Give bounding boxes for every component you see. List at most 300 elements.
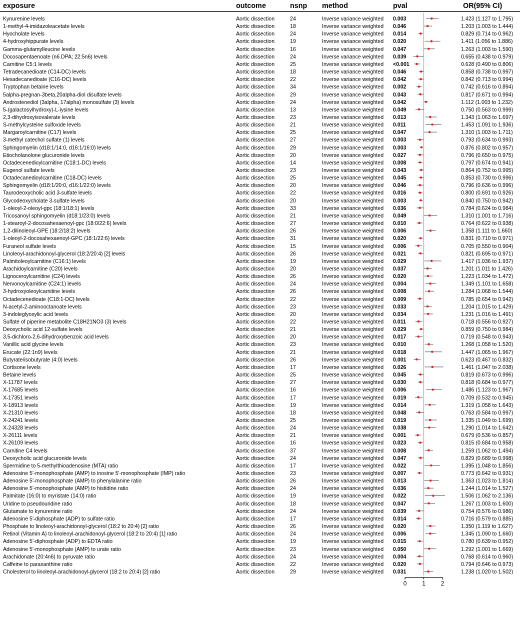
cell-exposure: Octadecenedioylcarnitine (C18:1-DC) levels	[3, 160, 107, 167]
header-exposure: exposure	[3, 1, 35, 10]
cell-pval: 0.042	[393, 77, 407, 84]
cell-outcome: Aortic dissection	[236, 455, 275, 462]
cell-exposure: Butyrate/isobutyrate (4:0) levels	[3, 357, 78, 364]
cell-outcome: Aortic dissection	[236, 463, 275, 470]
cell-outcome: Aortic dissection	[236, 501, 275, 508]
cell-pval: 0.010	[393, 342, 407, 349]
cell-nsnp: 21	[290, 122, 296, 129]
cell-pval: 0.008	[393, 160, 407, 167]
cell-or-ci: 0.800 (0.691 to 0.926)	[461, 190, 514, 197]
cell-method: Inverse variance weighted	[322, 463, 384, 470]
cell-exposure: Adenosine 5'-diphosphate (ADP) to sulfate ratio	[3, 516, 115, 523]
or-point	[420, 328, 422, 330]
cell-exposure: Gamma-glutamylleucine levels	[3, 46, 76, 53]
table-row	[3, 282, 513, 288]
cell-outcome: Aortic dissection	[236, 39, 275, 46]
cell-outcome: Aortic dissection	[236, 152, 275, 159]
cell-pval: 0.006	[393, 387, 407, 394]
table-row	[3, 357, 513, 363]
table-row	[3, 138, 513, 144]
cell-nsnp: 27	[290, 221, 296, 228]
table-row	[3, 532, 513, 538]
cell-method: Inverse variance weighted	[322, 31, 384, 38]
cell-nsnp: 26	[290, 478, 296, 485]
cell-outcome: Aortic dissection	[236, 69, 275, 76]
cell-exposure: Androstenediol (3alpha, 17alpha) monosulfate (3) levels	[3, 99, 135, 106]
cell-or-ci: 0.784 (0.624 to 0.984)	[461, 205, 514, 212]
cell-nsnp: 23	[290, 304, 296, 311]
cell-outcome: Aortic dissection	[236, 54, 275, 61]
cell-exposure: Tryptophan betaine levels	[3, 84, 64, 91]
cell-method: Inverse variance weighted	[322, 39, 384, 46]
or-point	[427, 570, 429, 572]
cell-nsnp: 16	[290, 387, 296, 394]
cell-or-ci: 0.819 (0.673 to 0.996)	[461, 372, 514, 379]
cell-outcome: Aortic dissection	[236, 478, 275, 485]
cell-pval: 0.036	[393, 205, 407, 212]
cell-pval: 0.016	[393, 190, 407, 197]
table-row	[3, 39, 513, 45]
or-point	[429, 533, 431, 535]
cell-or-ci: 0.821 (0.695 to 0.971)	[461, 251, 514, 258]
cell-outcome: Aortic dissection	[236, 137, 275, 144]
cell-nsnp: 19	[290, 39, 296, 46]
cell-outcome: Aortic dissection	[236, 372, 275, 379]
cell-exposure: X-21310 levels	[3, 410, 39, 417]
table-row	[3, 115, 513, 121]
cell-pval: 0.006	[393, 531, 407, 538]
cell-outcome: Aortic dissection	[236, 410, 275, 417]
cell-nsnp: 17	[290, 463, 296, 470]
cell-or-ci: 0.750 (0.563 to 0.999)	[461, 107, 514, 114]
table-row	[3, 562, 513, 568]
cell-method: Inverse variance weighted	[322, 524, 384, 531]
cell-outcome: Aortic dissection	[236, 160, 275, 167]
cell-or-ci: 1.310 (1.003 to 1.711)	[461, 130, 513, 137]
cell-pval: 0.013	[393, 478, 407, 485]
cell-method: Inverse variance weighted	[322, 311, 384, 318]
cell-outcome: Aortic dissection	[236, 114, 275, 121]
cell-outcome: Aortic dissection	[236, 24, 275, 31]
cell-nsnp: 29	[290, 92, 296, 99]
or-point	[428, 343, 430, 345]
cell-or-ci: 0.796 (0.650 to 0.975)	[461, 152, 514, 159]
or-point	[428, 131, 430, 133]
cell-nsnp: 24	[290, 455, 296, 462]
cell-or-ci: 0.876 (0.802 to 0.957)	[461, 145, 514, 152]
cell-nsnp: 26	[290, 251, 296, 258]
table-row	[3, 403, 513, 409]
cell-or-ci: 1.411 (1.056 to 1.886)	[461, 39, 513, 46]
cell-outcome: Aortic dissection	[236, 433, 275, 440]
table-row	[3, 373, 513, 379]
cell-nsnp: 16	[290, 440, 296, 447]
cell-nsnp: 21	[290, 349, 296, 356]
or-point	[418, 472, 420, 474]
cell-or-ci: 1.358 (1.111 to 1.660)	[461, 228, 513, 235]
or-point	[419, 139, 421, 141]
table-row	[3, 342, 513, 348]
cell-pval: 0.045	[393, 372, 407, 379]
cell-nsnp: 29	[290, 569, 296, 576]
cell-method: Inverse variance weighted	[322, 417, 384, 424]
cell-exposure: Adenosine 5'-diphosphate (ADP) to EDTA ratio	[3, 539, 113, 546]
cell-nsnp: 23	[290, 168, 296, 174]
cell-outcome: Aortic dissection	[236, 319, 275, 326]
cell-method: Inverse variance weighted	[322, 395, 384, 402]
cell-or-ci: 1.223 (1.034 to 1.472)	[461, 274, 514, 281]
or-point	[428, 426, 430, 428]
cell-pval: 0.039	[393, 508, 407, 515]
or-point	[418, 108, 420, 110]
or-point	[428, 214, 430, 216]
or-point	[419, 192, 421, 194]
table-row	[3, 289, 513, 295]
cell-exposure: 3-methyl catechol sulfate (1) levels	[3, 137, 85, 144]
cell-pval: 0.037	[393, 266, 407, 273]
cell-nsnp: 23	[290, 114, 296, 121]
cell-pval: 0.047	[393, 455, 407, 462]
cell-or-ci: 1.417 (1.036 to 1.937)	[461, 258, 514, 265]
table-row	[3, 448, 513, 454]
cell-nsnp: 25	[290, 61, 296, 68]
cell-outcome: Aortic dissection	[236, 46, 275, 53]
cell-pval: 0.031	[393, 569, 407, 576]
cell-outcome: Aortic dissection	[236, 349, 275, 356]
or-point	[432, 495, 434, 497]
cell-exposure: Nervonoylcarnitine (C24:1) levels	[3, 281, 82, 288]
cell-method: Inverse variance weighted	[322, 175, 384, 182]
cell-exposure: 3,5-dichloro-2,6-dihydroxybenzoic acid levels	[3, 334, 109, 341]
cell-nsnp: 26	[290, 274, 296, 281]
cell-method: Inverse variance weighted	[322, 516, 384, 523]
cell-pval: 0.046	[393, 24, 407, 31]
cell-or-ci: 1.292 (1.001 to 1.669)	[461, 546, 514, 553]
table-row	[3, 251, 513, 257]
table-row	[3, 441, 513, 447]
cell-nsnp: 20	[290, 266, 296, 273]
cell-pval: 0.009	[393, 296, 407, 303]
cell-pval: 0.048	[393, 410, 407, 417]
or-point	[432, 389, 434, 391]
cell-nsnp: 19	[290, 402, 296, 409]
cell-or-ci: 0.763 (0.584 to 0.997)	[461, 410, 514, 417]
cell-outcome: Aortic dissection	[236, 380, 275, 387]
cell-outcome: Aortic dissection	[236, 31, 275, 38]
cell-nsnp: 22	[290, 296, 296, 303]
table-row	[3, 388, 513, 394]
cell-or-ci: 0.796 (0.636 to 0.996)	[461, 183, 514, 190]
cell-exposure: Linoleoyl-arachidonoyl-glycerol (18:2/20:4) [2] levels	[3, 251, 126, 258]
cell-outcome: Aortic dissection	[236, 357, 275, 364]
cell-outcome: Aortic dissection	[236, 531, 275, 538]
table-row	[3, 221, 513, 227]
or-point	[425, 101, 427, 103]
table-row	[3, 335, 513, 341]
or-point	[430, 464, 432, 466]
cell-nsnp: 18	[290, 69, 296, 76]
cell-outcome: Aortic dissection	[236, 516, 275, 523]
cell-pval: 0.013	[393, 114, 407, 121]
cell-outcome: Aortic dissection	[236, 448, 275, 455]
cell-nsnp: 22	[290, 319, 296, 326]
or-point	[416, 358, 418, 360]
cell-method: Inverse variance weighted	[322, 357, 384, 364]
or-point	[429, 230, 431, 232]
cell-nsnp: 24	[290, 281, 296, 288]
table-row	[3, 191, 513, 197]
cell-or-ci: 1.238 (1.020 to 1.502)	[461, 569, 514, 576]
cell-outcome: Aortic dissection	[236, 281, 275, 288]
table-row	[3, 229, 513, 235]
cell-pval: 0.046	[393, 69, 407, 76]
cell-or-ci: 0.718 (0.556 to 0.927)	[461, 319, 514, 326]
cell-exposure: Adenosine 5'-monophosphate (AMP) to histidine ratio	[3, 486, 129, 493]
table-row	[3, 456, 513, 462]
cell-pval: 0.020	[393, 561, 407, 568]
cell-or-ci: 1.244 (1.014 to 1.527)	[461, 486, 514, 493]
cell-nsnp: 19	[290, 258, 296, 265]
cell-pval: 0.047	[393, 501, 407, 508]
cell-nsnp: 22	[290, 190, 296, 197]
cell-or-ci: 0.655 (0.438 to 0.979)	[461, 54, 514, 61]
header-or-ci: OR(95% CI)	[463, 1, 503, 10]
cell-exposure: X-11787 levels	[3, 380, 38, 387]
cell-method: Inverse variance weighted	[322, 327, 384, 334]
or-point	[419, 373, 421, 375]
or-point	[431, 17, 433, 19]
cell-method: Inverse variance weighted	[322, 130, 384, 137]
cell-or-ci: 0.719 (0.548 to 0.943)	[461, 334, 514, 341]
cell-nsnp: 20	[290, 183, 296, 190]
or-point	[417, 434, 419, 436]
cell-pval: 0.019	[393, 417, 407, 424]
table-row	[3, 266, 513, 272]
cell-or-ci: 1.349 (1.101 to 1.658)	[461, 281, 514, 288]
cell-nsnp: 27	[290, 137, 296, 144]
cell-pval: 0.043	[393, 168, 407, 174]
table-row	[3, 24, 513, 30]
cell-method: Inverse variance weighted	[322, 24, 384, 31]
or-point	[418, 510, 420, 512]
table-row	[3, 463, 513, 469]
cell-or-ci: 1.363 (1.023 to 1.814)	[461, 478, 514, 485]
cell-or-ci: 1.319 (1.058 to 1.643)	[461, 402, 514, 409]
cell-outcome: Aortic dissection	[236, 183, 275, 190]
or-point	[420, 169, 422, 171]
cell-exposure: Etiocholanolone glucuronide levels	[3, 152, 85, 159]
cell-exposure: 5alpha-pregnan-3beta,20alpha-diol disulfate levels	[3, 92, 122, 99]
x-axis	[403, 577, 445, 587]
table-row	[3, 426, 513, 432]
cell-or-ci: 0.818 (0.684 to 0.977)	[461, 380, 514, 387]
cell-method: Inverse variance weighted	[322, 387, 384, 394]
or-point	[428, 548, 430, 550]
cell-method: Inverse variance weighted	[322, 372, 384, 379]
cell-exposure: Sphingomyelin (d18:1/20:0, d16:1/22:0) levels	[3, 183, 111, 190]
cell-or-ci: 1.310 (1.001 to 1.716)	[461, 213, 514, 220]
cell-pval: 0.006	[393, 228, 407, 235]
cell-method: Inverse variance weighted	[322, 289, 384, 296]
table-row	[3, 501, 513, 507]
cell-or-ci: 1.201 (1.011 to 1.426)	[461, 266, 513, 273]
cell-method: Inverse variance weighted	[322, 304, 384, 311]
cell-nsnp: 24	[290, 99, 296, 106]
table-row	[3, 123, 513, 129]
table-row	[3, 410, 513, 416]
cell-pval: 0.020	[393, 524, 407, 531]
header-outcome: outcome	[236, 1, 266, 10]
cell-or-ci: 1.447 (1.065 to 1.967)	[461, 349, 514, 356]
cell-nsnp: 23	[290, 342, 296, 349]
table-row	[3, 380, 513, 386]
cell-exposure: 3-hydroxyoleoylcarnitine levels	[3, 289, 76, 296]
cell-method: Inverse variance weighted	[322, 251, 384, 258]
cell-pval: 0.036	[393, 486, 407, 493]
cell-pval: 0.006	[393, 243, 407, 250]
cell-nsnp: 14	[290, 160, 296, 167]
cell-or-ci: 0.853 (0.730 to 0.996)	[461, 175, 514, 182]
cell-or-ci: 1.453 (1.091 to 1.936)	[461, 122, 514, 129]
cell-or-ci: 0.797 (0.674 to 0.941)	[461, 160, 514, 167]
cell-nsnp: 17	[290, 364, 296, 371]
header-method: method	[322, 1, 348, 10]
cell-method: Inverse variance weighted	[322, 274, 384, 281]
cell-exposure: X-17351 levels	[3, 395, 39, 402]
cell-pval: 0.026	[393, 364, 407, 371]
cell-outcome: Aortic dissection	[236, 236, 275, 243]
cell-or-ci: 1.335 (1.049 to 1.699)	[461, 417, 514, 424]
x-tick-label: 1	[422, 581, 426, 588]
or-point	[420, 176, 422, 178]
cell-method: Inverse variance weighted	[322, 266, 384, 273]
cell-nsnp: 19	[290, 539, 296, 546]
cell-exposure: Eugenol sulfate levels	[3, 168, 55, 174]
cell-method: Inverse variance weighted	[322, 99, 384, 106]
cell-method: Inverse variance weighted	[322, 183, 384, 190]
cell-nsnp: 18	[290, 24, 296, 31]
or-point	[429, 283, 431, 285]
cell-method: Inverse variance weighted	[322, 402, 384, 409]
or-point	[420, 70, 422, 72]
cell-or-ci: 0.709 (0.532 to 0.945)	[461, 395, 514, 402]
table-row	[3, 62, 513, 68]
table-row	[3, 554, 513, 560]
cell-pval: 0.018	[393, 349, 407, 356]
cell-or-ci: 0.754 (0.576 to 0.986)	[461, 508, 514, 515]
cell-nsnp: 22	[290, 561, 296, 568]
cell-nsnp: 16	[290, 46, 296, 53]
cell-or-ci: 0.764 (0.622 to 0.938)	[461, 221, 514, 228]
cell-or-ci: 1.506 (1.062 to 2.136)	[461, 493, 514, 500]
cell-pval: 0.029	[393, 327, 407, 334]
cell-pval: 0.003	[393, 137, 407, 144]
or-point	[426, 267, 428, 269]
cell-nsnp: 26	[290, 289, 296, 296]
or-point	[426, 25, 428, 27]
cell-method: Inverse variance weighted	[322, 107, 384, 114]
cell-nsnp: 23	[290, 546, 296, 553]
cell-nsnp: 23	[290, 471, 296, 477]
cell-nsnp: 21	[290, 327, 296, 334]
or-point	[416, 63, 418, 65]
cell-or-ci: 0.742 (0.616 to 0.894)	[461, 84, 514, 91]
cell-pval: 0.022	[393, 463, 407, 470]
cell-outcome: Aortic dissection	[236, 342, 275, 349]
cell-or-ci: 1.395 (1.048 to 1.856)	[461, 463, 514, 470]
cell-nsnp: 25	[290, 372, 296, 379]
cell-or-ci: 1.423 (1.127 to 1.795)	[461, 16, 514, 23]
table-row	[3, 92, 513, 98]
cell-or-ci: 1.290 (1.014 to 1.642)	[461, 425, 514, 432]
cell-method: Inverse variance weighted	[322, 471, 384, 477]
or-point	[419, 154, 421, 156]
or-point	[419, 207, 421, 209]
table-header	[0, 1, 520, 12]
cell-or-ci: 0.773 (0.642 to 0.931)	[461, 471, 514, 477]
cell-or-ci: 0.864 (0.752 to 0.995)	[461, 168, 514, 174]
cell-exposure: X-26111 levels	[3, 433, 38, 440]
cell-method: Inverse variance weighted	[322, 190, 384, 197]
table-row	[3, 259, 513, 265]
cell-exposure: Hexadecanedioate (C16-DC) levels	[3, 77, 87, 84]
cell-nsnp: 29	[290, 145, 296, 152]
cell-exposure: Sulfate of piperine metabolite C18H21NO3 (3) levels	[3, 319, 127, 326]
cell-exposure: Deoxycholic acid 12-sulfate levels	[3, 327, 83, 334]
cell-or-ci: 1.267 (1.003 to 1.600)	[461, 501, 514, 508]
or-point	[419, 161, 421, 163]
cell-nsnp: 25	[290, 417, 296, 424]
or-point	[419, 442, 421, 444]
cell-or-ci: 1.345 (1.090 to 1.660)	[461, 531, 514, 538]
or-point	[431, 351, 433, 353]
cell-or-ci: 1.204 (1.015 to 1.429)	[461, 304, 514, 311]
header-pval: pval	[393, 1, 408, 10]
cell-outcome: Aortic dissection	[236, 304, 275, 311]
table-row	[3, 183, 513, 189]
cell-outcome: Aortic dissection	[236, 440, 275, 447]
table-row	[3, 479, 513, 485]
table-row	[3, 47, 513, 53]
cell-outcome: Aortic dissection	[236, 539, 275, 546]
cell-outcome: Aortic dissection	[236, 569, 275, 576]
cell-method: Inverse variance weighted	[322, 243, 384, 250]
cell-method: Inverse variance weighted	[322, 440, 384, 447]
cell-exposure: S-methylcysteine sulfoxide levels	[3, 122, 81, 129]
cell-exposure: Arachidoylcarnitine (C20) levels	[3, 266, 78, 273]
cell-outcome: Aortic dissection	[236, 524, 275, 531]
table-row	[3, 107, 513, 113]
cell-method: Inverse variance weighted	[322, 281, 384, 288]
cell-method: Inverse variance weighted	[322, 448, 384, 455]
cell-or-ci: 0.623 (0.467 to 0.832)	[461, 357, 514, 364]
cell-exposure: 2,3-dihydroxyisovalerate levels	[3, 114, 76, 121]
cell-method: Inverse variance weighted	[322, 433, 384, 440]
cell-nsnp: 17	[290, 516, 296, 523]
cell-nsnp: 31	[290, 236, 296, 243]
cell-outcome: Aortic dissection	[236, 258, 275, 265]
cell-pval: 0.011	[393, 319, 406, 326]
cell-method: Inverse variance weighted	[322, 569, 384, 576]
table-row	[3, 206, 513, 212]
cell-method: Inverse variance weighted	[322, 84, 384, 91]
or-point	[427, 275, 429, 277]
cell-outcome: Aortic dissection	[236, 198, 275, 205]
cell-outcome: Aortic dissection	[236, 243, 275, 250]
table-row	[3, 85, 513, 91]
cell-pval: 0.042	[393, 99, 407, 106]
cell-or-ci: 0.840 (0.750 to 0.942)	[461, 198, 514, 205]
